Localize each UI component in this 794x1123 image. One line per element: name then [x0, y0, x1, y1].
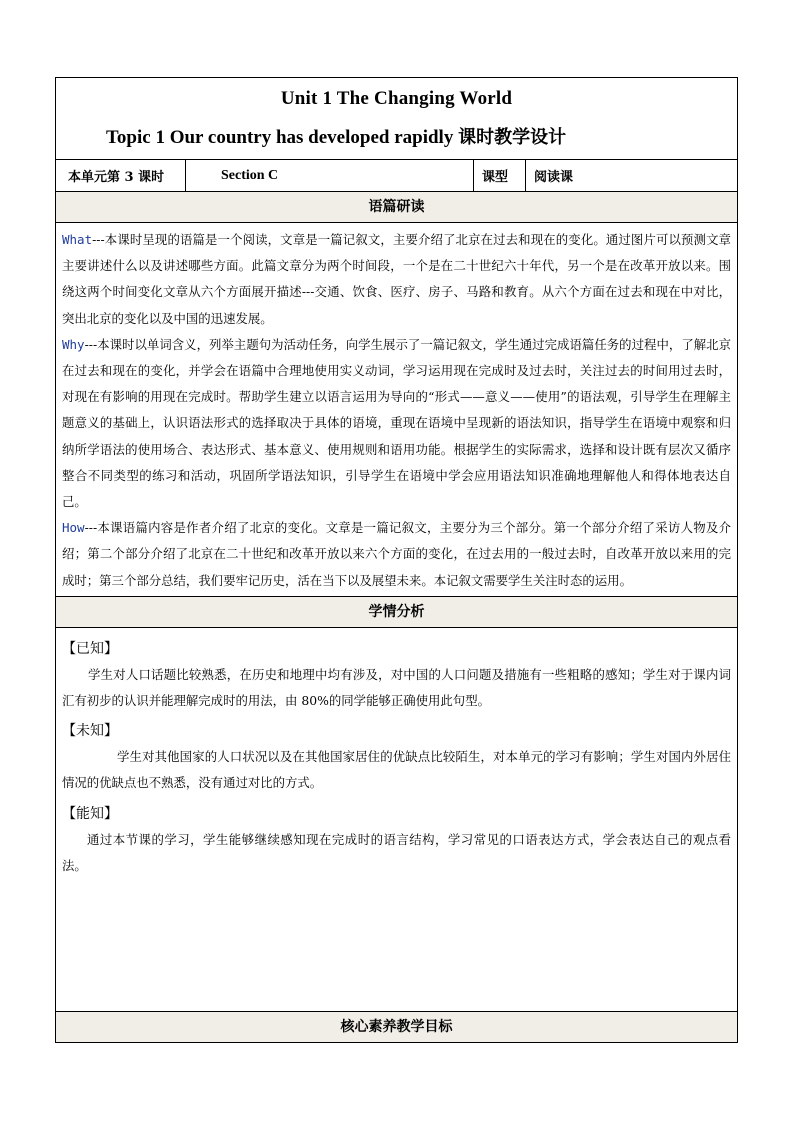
- how-text: ---本课语篇内容是作者介绍了北京的变化。文章是一篇记叙文，主要分为三个部分。第一个部分介绍了采访人物及介绍；第二个部分介绍了北京在二十世纪和改革开放以来六个方面的变化，在过去用的一般过去时，自改革开放以来用的完成时；第三个部分总结，我们要牢记历史，活在当下以及展望未来。本记叙文需要学生关注时态的运用。: [62, 520, 731, 588]
- known-label: 【已知】: [62, 640, 118, 657]
- topic-title: [56, 123, 737, 149]
- why-text: ---本课时以单词含义，列举主题句为活动任务，向学生展示了一篇记叙文，学生通过完成语篇任务的过程中，了解北京在过去和现在的变化，并学会在语篇中合理地使用实义动词，学习运用现在完成时及过去时，关注过去的时间用过去时，对现在有影响的用现在完成时。帮助学生建立以语言运用为导向的“形式——意义——使用”的语法观，引导学生在理解主题意义的基础上，认识语法形式的选择取决于具体的语境，重现在语境中呈现新的语法知识，指导学生在语境中观察和归纳所学语法的使用场合、表达形式、基本意义、使用规则和语用功能。根据学生的实际需求，选择和设计既有层次又循序整合不同类型的练习和活动，巩固所学语法知识，引导学生在语境中学会应用语法知识准确地理解他人和得体地表达自己。: [62, 336, 731, 510]
- able-text: 通过本节课的学习，学生能够继续感知现在完成时的语言结构，学习常见的口语表达方式，学会表达自己的观点看法。: [62, 831, 731, 873]
- topic-title-cn: 课时教学设计: [458, 127, 567, 148]
- unit-lesson-cell: 本单元第 3 课时: [56, 160, 186, 191]
- student-analysis-body: [56, 628, 737, 881]
- how-keyword: How: [62, 520, 85, 536]
- title-block: [56, 78, 737, 160]
- unit-title: Unit 1 The Changing World: [280, 88, 513, 109]
- what-keyword: What: [62, 232, 93, 247]
- core-objectives-header: 核心素养教学目标: [56, 1011, 737, 1042]
- discourse-analysis-header: 语篇研读: [56, 192, 737, 223]
- how-paragraph: [62, 515, 731, 594]
- discourse-analysis-body: [56, 223, 737, 596]
- meta-row: [56, 160, 737, 192]
- type-label-cell: 课型: [474, 160, 526, 191]
- what-paragraph: [62, 227, 731, 332]
- why-keyword: Why: [62, 336, 85, 352]
- type-value-cell: 阅读课: [534, 170, 574, 185]
- known-text: 学生对人口话题比较熟悉，在历史和地理中均有涉及，对中国的人口问题及措施有一些粗略的感知；学生对于课内词汇有初步的认识并能理解完成时的用法，由 80%的同学能够正确使用此句型。: [62, 666, 731, 709]
- unknown-label: 【未知】: [62, 723, 118, 740]
- unknown-text: 学生对其他国家的人口状况以及在其他国家居住的优缺点比较陌生，对本单元的学习有影响；学生对国内外居住情况的优缺点也不熟悉，没有通过对比的方式。: [62, 749, 731, 791]
- lesson-plan-table: [55, 77, 738, 1043]
- section-cell: Section C: [186, 160, 474, 191]
- why-paragraph: [62, 332, 731, 515]
- able-label: 【能知】: [62, 805, 118, 822]
- topic-title-en: Topic 1 Our country has developed rapidly: [106, 127, 459, 148]
- student-analysis-header: 学情分析: [56, 596, 737, 628]
- what-text: ---本课时呈现的语篇是一个阅读，文章是一篇记叙文，主要介绍了北京在过去和现在的变化。通过图片可以预测文章主要讲述什么以及讲述哪些方面。此篇文章分为两个时间段，一个是在二十世纪六十年代，另一个是在改革开放以来。围绕这两个时间变化文章从六个方面展开描述---交通、饮食、医疗、房子、马路和教育。从六个方面在过去和现在中对比，突出北京的变化以及中国的迅速发展。: [62, 232, 731, 326]
